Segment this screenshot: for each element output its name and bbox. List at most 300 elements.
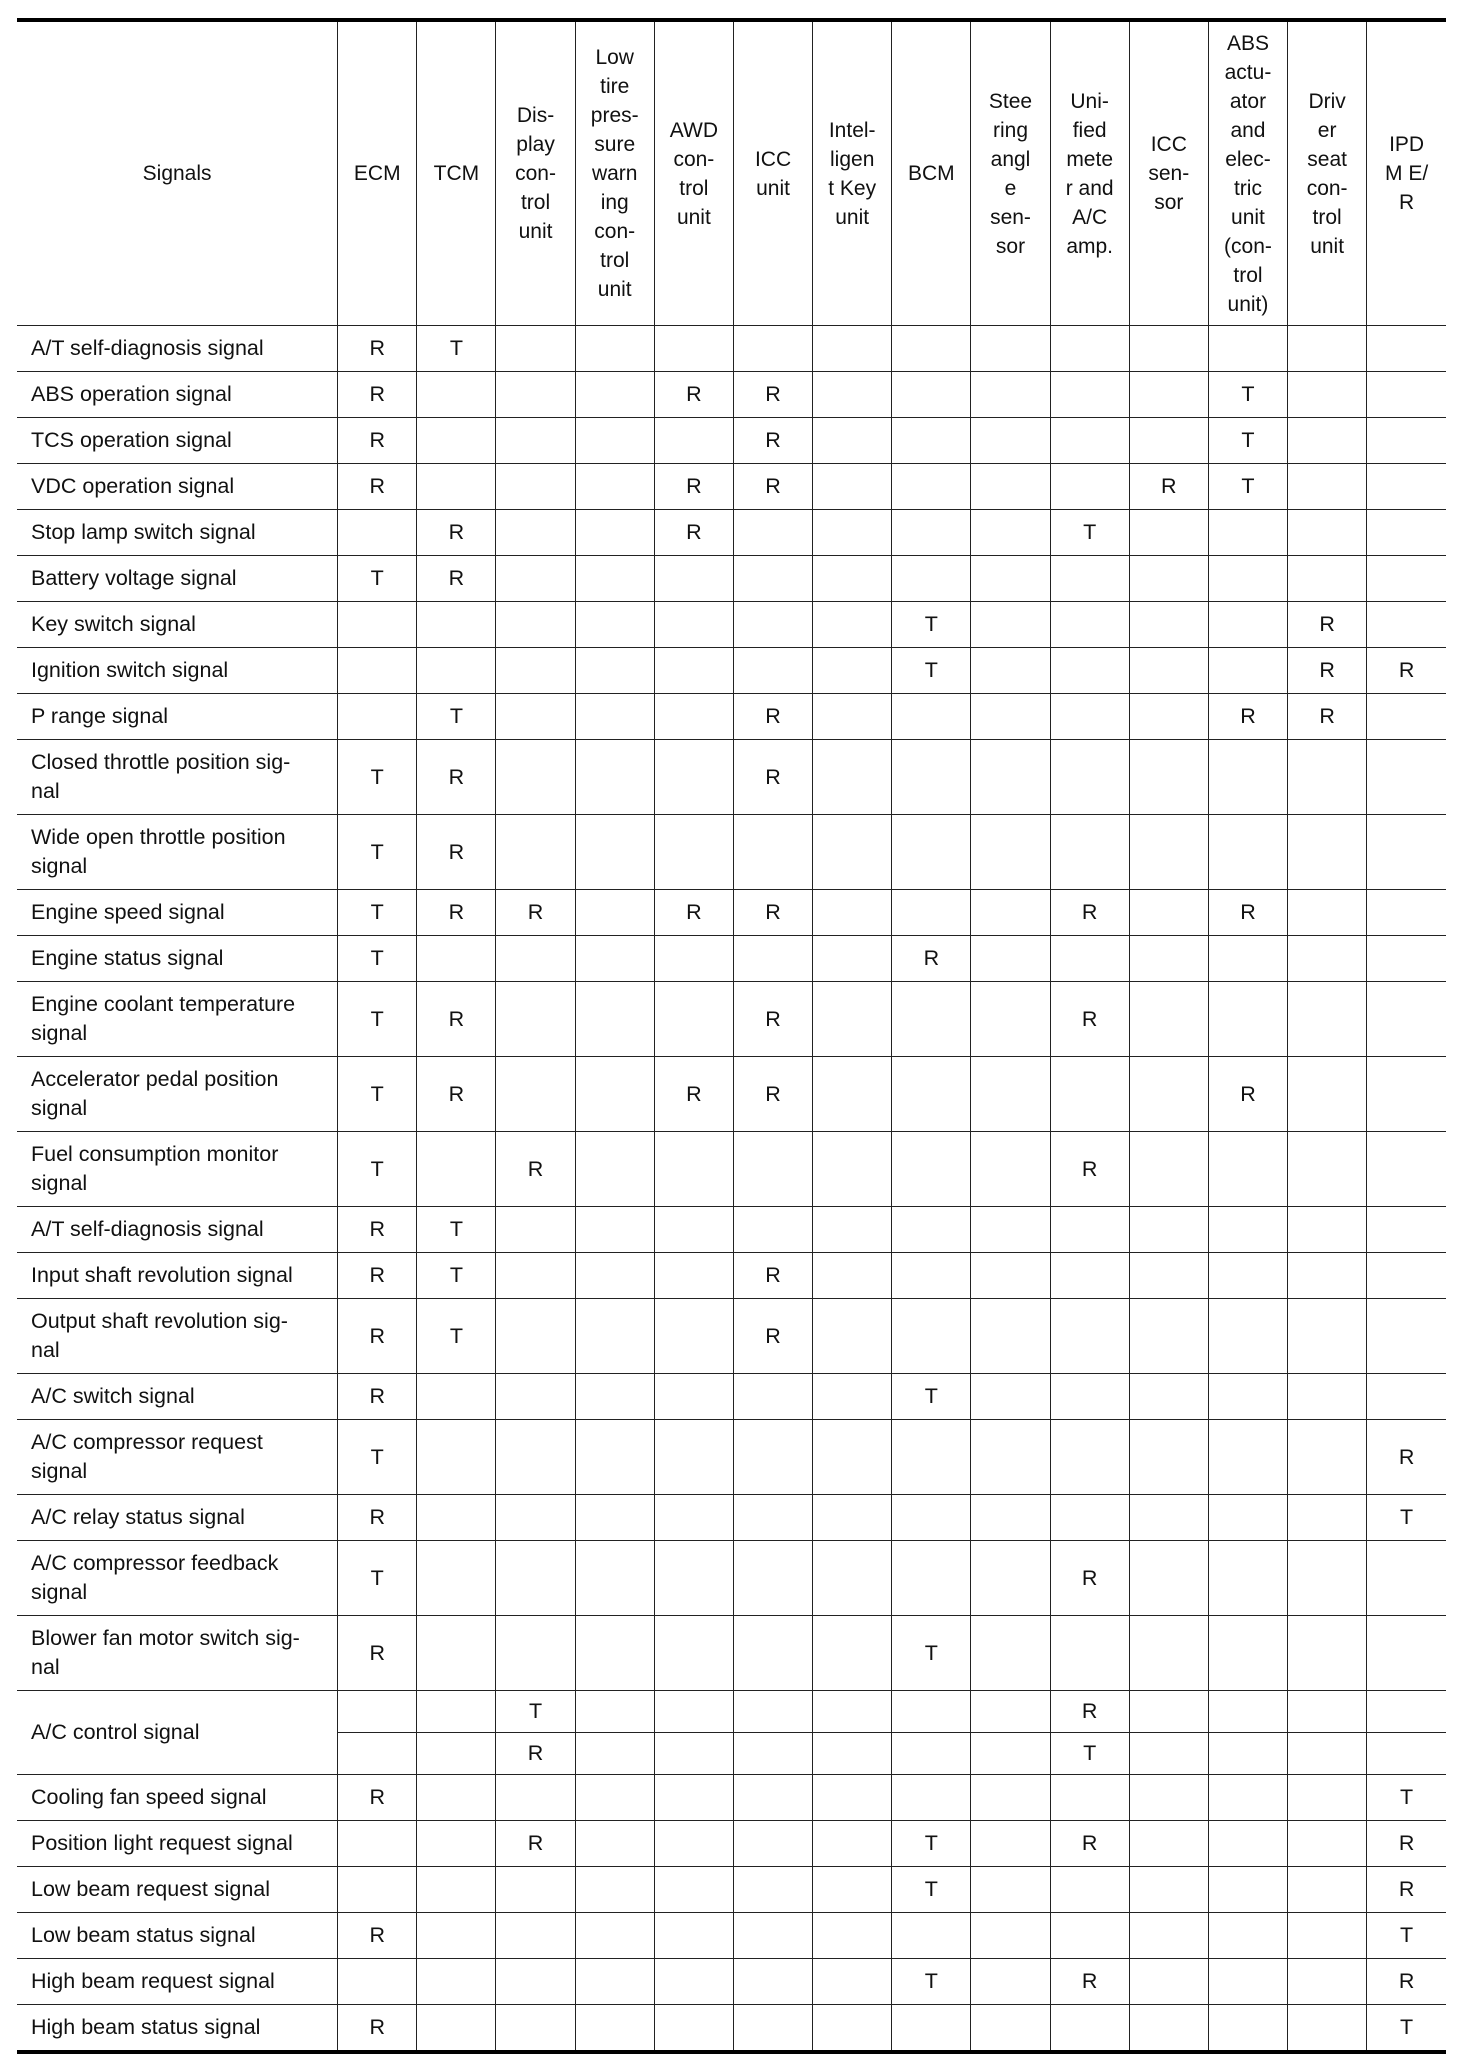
cell-meter (1050, 648, 1129, 694)
column-header-ikey (813, 20, 892, 326)
cell-tpms (575, 1616, 654, 1691)
cell-bcm (892, 1299, 971, 1374)
cell-tcm (417, 464, 496, 510)
cell-bcm (892, 1541, 971, 1616)
cell-bcm: T (892, 602, 971, 648)
signal-name-line: Fuel consumption monitor (31, 1142, 279, 1166)
cell-iccsensor (1129, 1057, 1208, 1132)
cell-awd (654, 1959, 733, 2005)
cell-tcm (417, 1374, 496, 1420)
cell-steer (971, 1057, 1050, 1132)
signal-name (17, 418, 338, 464)
cell-tcm: T (417, 694, 496, 740)
cell-iccsensor (1129, 602, 1208, 648)
cell-meter: T (1050, 1733, 1129, 1775)
cell-ikey (813, 1132, 892, 1207)
table-row (17, 1775, 1446, 1821)
cell-tpms (575, 1057, 654, 1132)
cell-display (496, 1057, 575, 1132)
cell-ipdm: T (1367, 1913, 1446, 1959)
cell-ecm (338, 602, 417, 648)
cell-ikey (813, 372, 892, 418)
cell-seat: R (1288, 648, 1367, 694)
cell-display (496, 2005, 575, 2053)
cell-ikey (813, 464, 892, 510)
cell-iccsensor (1129, 815, 1208, 890)
cell-awd (654, 1867, 733, 1913)
cell-ikey (813, 1867, 892, 1913)
cell-steer (971, 1420, 1050, 1495)
cell-ecm: R (338, 1775, 417, 1821)
signal-name-line: Blower fan motor switch sig- (31, 1626, 300, 1650)
cell-steer (971, 1374, 1050, 1420)
cell-iccsensor (1129, 1132, 1208, 1207)
column-header-line: amp. (1066, 234, 1113, 258)
cell-meter (1050, 815, 1129, 890)
cell-ecm: T (338, 1420, 417, 1495)
cell-ikey (813, 982, 892, 1057)
column-header-ecm (338, 20, 417, 326)
column-header-line: con- (594, 220, 636, 243)
cell-tcm (417, 1495, 496, 1541)
signal-name (17, 602, 338, 648)
signal-name-line: P range signal (31, 704, 169, 728)
cell-tpms (575, 1775, 654, 1821)
cell-meter (1050, 694, 1129, 740)
cell-awd (654, 1207, 733, 1253)
cell-ikey (813, 1207, 892, 1253)
cell-ipdm (1367, 418, 1446, 464)
cell-iccsensor (1129, 1253, 1208, 1299)
cell-display: R (496, 890, 575, 936)
column-header-line: trol (600, 249, 630, 272)
column-header-iccsensor (1129, 20, 1208, 326)
cell-seat (1288, 1495, 1367, 1541)
cell-awd (654, 1541, 733, 1616)
cell-steer (971, 982, 1050, 1057)
cell-seat (1288, 1541, 1367, 1616)
cell-bcm (892, 1253, 971, 1299)
cell-ecm (338, 510, 417, 556)
cell-display (496, 1253, 575, 1299)
signal-name (17, 1913, 338, 1959)
signal-name-line: Stop lamp switch signal (31, 520, 256, 544)
cell-steer (971, 1207, 1050, 1253)
cell-iccsensor (1129, 372, 1208, 418)
cell-tpms (575, 464, 654, 510)
cell-seat (1288, 1691, 1367, 1733)
cell-tpms (575, 694, 654, 740)
cell-abs (1208, 1541, 1287, 1616)
cell-seat (1288, 740, 1367, 815)
cell-ipdm: R (1367, 1821, 1446, 1867)
cell-meter (1050, 1207, 1129, 1253)
cell-ikey (813, 2005, 892, 2053)
cell-ikey (813, 648, 892, 694)
cell-seat (1288, 1867, 1367, 1913)
signal-name-line: Engine status signal (31, 946, 224, 970)
column-header-line: Intel- (828, 118, 876, 142)
cell-awd (654, 1733, 733, 1775)
signal-name (17, 1691, 338, 1775)
cell-abs (1208, 1253, 1287, 1299)
cell-ipdm: R (1367, 1420, 1446, 1495)
cell-tpms (575, 1867, 654, 1913)
signal-name-line: Engine coolant temperature (31, 992, 296, 1016)
cell-awd (654, 418, 733, 464)
cell-tcm: T (417, 1253, 496, 1299)
signal-name-line: Wide open throttle position (31, 825, 286, 849)
cell-ecm (338, 1821, 417, 1867)
cell-icc (733, 1207, 812, 1253)
column-header-line: ator (1229, 89, 1267, 113)
cell-tpms (575, 936, 654, 982)
cell-awd (654, 982, 733, 1057)
cell-seat (1288, 1057, 1367, 1132)
header-row (17, 20, 1446, 326)
cell-icc (733, 1867, 812, 1913)
cell-tcm: R (417, 556, 496, 602)
cell-iccsensor (1129, 1495, 1208, 1541)
signal-name (17, 1299, 338, 1374)
signal-name (17, 1253, 338, 1299)
column-header-line: Low (595, 46, 634, 69)
cell-ecm: R (338, 1913, 417, 1959)
cell-bcm (892, 1495, 971, 1541)
cell-tcm (417, 648, 496, 694)
cell-ecm: T (338, 982, 417, 1057)
cell-awd (654, 326, 733, 372)
cell-ikey (813, 418, 892, 464)
cell-tcm: R (417, 740, 496, 815)
cell-steer (971, 1253, 1050, 1299)
cell-icc: R (733, 418, 812, 464)
cell-tpms (575, 418, 654, 464)
signal-name (17, 1495, 338, 1541)
signal-name (17, 556, 338, 602)
cell-seat (1288, 1821, 1367, 1867)
cell-meter: R (1050, 982, 1129, 1057)
cell-meter: R (1050, 1132, 1129, 1207)
cell-tcm (417, 1132, 496, 1207)
cell-icc (733, 1616, 812, 1691)
cell-display (496, 694, 575, 740)
column-header-line: actu- (1224, 60, 1272, 84)
cell-display (496, 1867, 575, 1913)
cell-ipdm (1367, 1207, 1446, 1253)
cell-meter (1050, 464, 1129, 510)
table-row (17, 1299, 1446, 1374)
cell-iccsensor (1129, 510, 1208, 556)
cell-iccsensor (1129, 890, 1208, 936)
table-row (17, 694, 1446, 740)
column-header-line: unit (676, 205, 711, 229)
cell-tcm: T (417, 1207, 496, 1253)
cell-ikey (813, 1420, 892, 1495)
cell-ecm: R (338, 418, 417, 464)
column-header-line: Uni- (1070, 89, 1109, 113)
cell-ecm: R (338, 372, 417, 418)
signal-name-line: Ignition switch signal (31, 658, 229, 682)
cell-tcm: T (417, 1299, 496, 1374)
cell-steer (971, 556, 1050, 602)
cell-meter (1050, 2005, 1129, 2053)
cell-meter (1050, 1253, 1129, 1299)
cell-abs: T (1208, 418, 1287, 464)
cell-bcm (892, 464, 971, 510)
signal-name-line: nal (31, 1655, 60, 1679)
signal-name-line: signal (31, 854, 88, 878)
table-row (17, 648, 1446, 694)
cell-tpms (575, 1207, 654, 1253)
cell-abs (1208, 740, 1287, 815)
column-header-display (496, 20, 575, 326)
column-header-line: seat (1307, 147, 1347, 171)
signal-name-line: Position light request signal (31, 1831, 293, 1855)
column-header-line: trol (520, 191, 551, 214)
cell-steer (971, 815, 1050, 890)
cell-tcm (417, 1913, 496, 1959)
cell-seat (1288, 2005, 1367, 2053)
column-header-meter (1050, 20, 1129, 326)
cell-bcm: T (892, 1616, 971, 1691)
cell-steer (971, 1691, 1050, 1733)
cell-ecm: T (338, 740, 417, 815)
cell-meter: T (1050, 510, 1129, 556)
cell-ikey (813, 740, 892, 815)
cell-ipdm (1367, 1616, 1446, 1691)
cell-ikey (813, 1616, 892, 1691)
cell-meter (1050, 326, 1129, 372)
signal-name-line: signal (31, 1580, 88, 1604)
cell-tpms (575, 1299, 654, 1374)
cell-tcm (417, 2005, 496, 2053)
signal-name-line: Low beam status signal (31, 1923, 256, 1947)
cell-tcm (417, 1959, 496, 2005)
column-header-line: (con- (1224, 234, 1272, 258)
signal-name-line: Battery voltage signal (31, 566, 237, 590)
cell-seat (1288, 1253, 1367, 1299)
cell-seat (1288, 982, 1367, 1057)
cell-ecm: R (338, 1299, 417, 1374)
cell-ecm: R (338, 2005, 417, 2053)
cell-bcm (892, 326, 971, 372)
cell-awd (654, 815, 733, 890)
signal-name (17, 1821, 338, 1867)
cell-seat (1288, 1299, 1367, 1374)
column-header-line: pres- (590, 104, 639, 127)
cell-icc (733, 1132, 812, 1207)
cell-tpms (575, 1495, 654, 1541)
cell-iccsensor (1129, 1616, 1208, 1691)
cell-icc (733, 556, 812, 602)
column-header-tcm (417, 20, 496, 326)
cell-bcm: T (892, 1374, 971, 1420)
cell-ikey (813, 694, 892, 740)
table-row (17, 326, 1446, 372)
cell-ikey (813, 1821, 892, 1867)
cell-icc (733, 602, 812, 648)
cell-abs (1208, 556, 1287, 602)
cell-tpms (575, 1420, 654, 1495)
table-row (17, 1541, 1446, 1616)
signal-name-line: Key switch signal (31, 612, 196, 636)
column-header-line: trol (1233, 263, 1263, 287)
column-header-line: er (1317, 118, 1337, 142)
cell-bcm (892, 1775, 971, 1821)
column-header-line: BCM (908, 162, 955, 185)
signal-name-line: High beam request signal (31, 1969, 275, 1993)
table-body (17, 326, 1446, 2053)
column-header-line: unit (835, 205, 870, 229)
cell-ikey (813, 1374, 892, 1420)
cell-ecm: R (338, 1207, 417, 1253)
cell-awd (654, 1420, 733, 1495)
signal-name (17, 510, 338, 556)
cell-seat: R (1288, 602, 1367, 648)
cell-steer (971, 1913, 1050, 1959)
cell-tpms (575, 890, 654, 936)
column-header-line: trol (1312, 205, 1342, 229)
cell-tcm: T (417, 326, 496, 372)
column-header-line: mete (1066, 147, 1113, 171)
cell-icc (733, 1420, 812, 1495)
cell-tcm: R (417, 1057, 496, 1132)
cell-awd (654, 1775, 733, 1821)
cell-icc: R (733, 1299, 812, 1374)
table-row (17, 1959, 1446, 2005)
cell-ipdm (1367, 1132, 1446, 1207)
cell-abs (1208, 1775, 1287, 1821)
table-row (17, 815, 1446, 890)
cell-bcm (892, 1132, 971, 1207)
cell-awd (654, 2005, 733, 2053)
cell-ecm (338, 1959, 417, 2005)
column-header-line: unit (1310, 234, 1345, 258)
column-header-line: unit) (1227, 292, 1269, 316)
signal-name-line: signal (31, 1171, 88, 1195)
column-header-line: e (1004, 176, 1017, 200)
signal-name-line: nal (31, 1338, 60, 1362)
cell-ipdm (1367, 1374, 1446, 1420)
cell-icc: R (733, 1253, 812, 1299)
cell-tpms (575, 1959, 654, 2005)
signal-name (17, 1132, 338, 1207)
cell-ecm: R (338, 1495, 417, 1541)
cell-ecm: T (338, 936, 417, 982)
signal-name-line: A/C compressor feedback (31, 1551, 279, 1575)
signal-name-line: A/C control signal (31, 1720, 200, 1744)
column-header-abs (1208, 20, 1287, 326)
signal-name-line: ABS operation signal (31, 382, 232, 406)
cell-awd (654, 936, 733, 982)
cell-icc (733, 2005, 812, 2053)
cell-abs (1208, 1420, 1287, 1495)
cell-display: T (496, 1691, 575, 1733)
cell-steer (971, 510, 1050, 556)
table-row (17, 418, 1446, 464)
cell-iccsensor (1129, 1959, 1208, 2005)
cell-ikey (813, 1495, 892, 1541)
column-header-line: R (1399, 191, 1415, 214)
cell-ipdm: R (1367, 648, 1446, 694)
cell-ecm: T (338, 815, 417, 890)
signal-name (17, 2005, 338, 2053)
cell-ikey (813, 1913, 892, 1959)
cell-bcm (892, 1057, 971, 1132)
cell-ecm: R (338, 464, 417, 510)
cell-iccsensor (1129, 1299, 1208, 1374)
table-row (17, 1495, 1446, 1541)
cell-icc (733, 648, 812, 694)
cell-icc (733, 326, 812, 372)
column-header-line: con- (515, 162, 556, 185)
column-header-line: ECM (353, 162, 401, 185)
cell-display (496, 1374, 575, 1420)
cell-iccsensor (1129, 694, 1208, 740)
cell-tpms (575, 1374, 654, 1420)
cell-meter: R (1050, 1691, 1129, 1733)
cell-seat (1288, 936, 1367, 982)
cell-abs (1208, 1867, 1287, 1913)
cell-tpms (575, 326, 654, 372)
cell-steer (971, 1132, 1050, 1207)
cell-display (496, 1913, 575, 1959)
cell-iccsensor (1129, 1541, 1208, 1616)
cell-abs (1208, 1207, 1287, 1253)
signal-name (17, 648, 338, 694)
cell-ecm: T (338, 556, 417, 602)
cell-steer (971, 694, 1050, 740)
cell-iccsensor (1129, 1207, 1208, 1253)
cell-tpms (575, 648, 654, 694)
cell-iccsensor (1129, 648, 1208, 694)
column-header-line: unit (1231, 205, 1265, 229)
cell-iccsensor (1129, 1420, 1208, 1495)
signal-name (17, 740, 338, 815)
cell-ikey (813, 890, 892, 936)
cell-abs (1208, 1374, 1287, 1420)
cell-iccsensor (1129, 1733, 1208, 1775)
cell-ecm: T (338, 1132, 417, 1207)
column-header-line: sen- (1148, 162, 1190, 185)
cell-meter (1050, 1616, 1129, 1691)
cell-abs (1208, 1616, 1287, 1691)
cell-display (496, 1299, 575, 1374)
cell-bcm (892, 982, 971, 1057)
cell-tpms (575, 2005, 654, 2053)
cell-iccsensor (1129, 418, 1208, 464)
cell-steer (971, 418, 1050, 464)
column-header-line: tric (1233, 176, 1262, 200)
cell-iccsensor (1129, 1691, 1208, 1733)
cell-abs (1208, 1733, 1287, 1775)
cell-display (496, 556, 575, 602)
table-row (17, 1253, 1446, 1299)
cell-ikey (813, 1057, 892, 1132)
cell-tpms (575, 372, 654, 418)
signal-name (17, 1959, 338, 2005)
cell-seat (1288, 510, 1367, 556)
signal-name-line: TCS operation signal (31, 428, 232, 452)
table-row (17, 372, 1446, 418)
cell-tcm (417, 1733, 496, 1775)
cell-ipdm (1367, 1253, 1446, 1299)
cell-steer (971, 1959, 1050, 2005)
cell-ipdm (1367, 1733, 1446, 1775)
cell-steer (971, 1299, 1050, 1374)
cell-ipdm: T (1367, 1775, 1446, 1821)
